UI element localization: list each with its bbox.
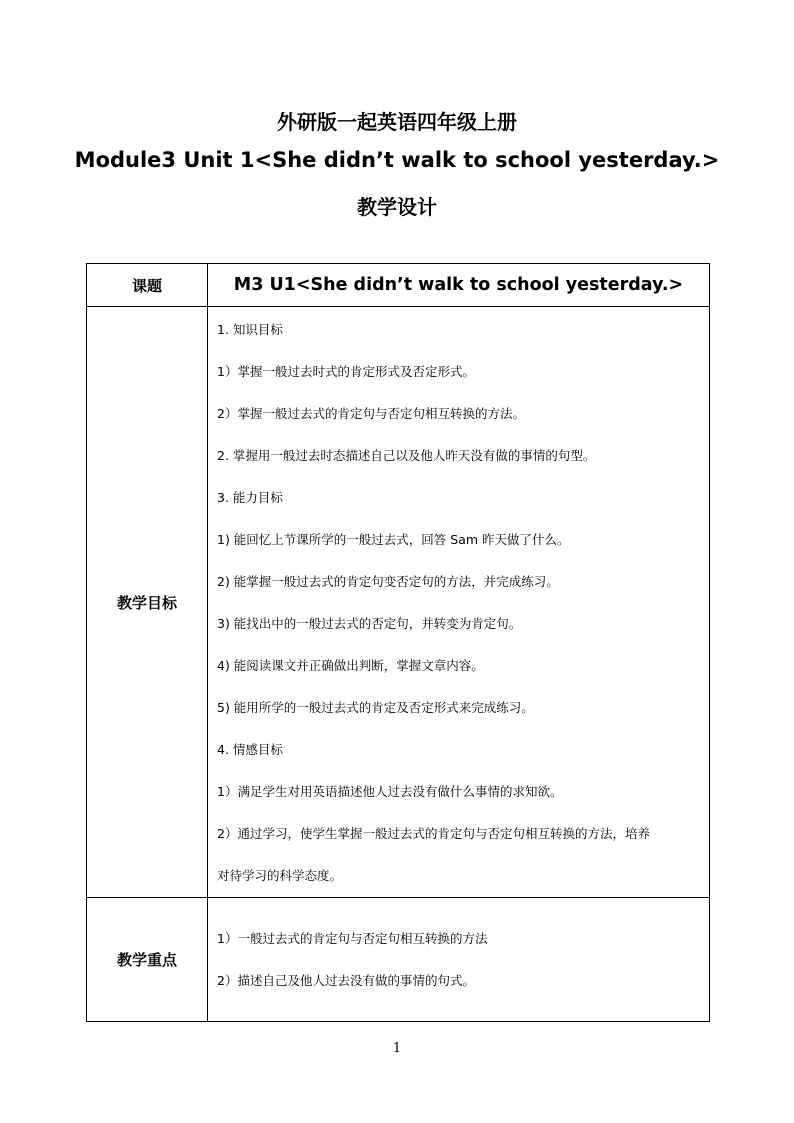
page-number: 1	[392, 1041, 402, 1056]
goals-line: 1. 知识目标	[217, 322, 283, 337]
document-title: 外研版一起英语四年级上册	[277, 110, 517, 134]
key-points-line: 2）描述自己及他人过去没有做的事情的句式。	[217, 972, 475, 988]
goals-list	[208, 307, 709, 897]
goals-line: 1）掌握一般过去时式的肯定形式及否定形式。	[217, 364, 475, 379]
goals-line: 3) 能找出中的一般过去式的否定句，并转变为肯定句。	[217, 616, 522, 631]
goals-line: 2）掌握一般过去式的肯定句与否定句相互转换的方法。	[217, 406, 525, 421]
goals-line: 5) 能用所学的一般过去式的肯定及否定形式来完成练习。	[217, 700, 534, 715]
document-subtitle: Module3 Unit 1<She didn’t walk to school yesterday.>	[74, 148, 720, 172]
topic-label: 课题	[87, 264, 208, 307]
goals-line: 1) 能回忆上节课所学的一般过去式，回答 Sam 昨天做了什么。	[217, 532, 570, 547]
goals-label: 教学目标	[87, 307, 208, 898]
lesson-plan-table	[86, 263, 710, 1022]
goals-line: 4) 能阅读课文并正确做出判断，掌握文章内容。	[217, 658, 484, 673]
key-points-list	[208, 918, 709, 1002]
table-row-key-points	[87, 898, 710, 1022]
topic-content: M3 U1<She didn’t walk to school yesterday.>	[208, 264, 710, 307]
goals-line: 3. 能力目标	[217, 490, 283, 505]
document-heading: 教学设计	[357, 195, 437, 219]
key-points-line: 1）一般过去式的肯定句与否定句相互转换的方法	[217, 930, 488, 946]
goals-line: 2）通过学习，使学生掌握一般过去式的肯定句与否定句相互转换的方法，培养	[217, 826, 650, 841]
goals-line: 2) 能掌握一般过去式的肯定句变否定句的方法，并完成练习。	[217, 574, 559, 589]
goals-line: 2. 掌握用一般过去时态描述自己以及他人昨天没有做的事情的句型。	[217, 448, 596, 463]
goals-line: 对待学习的科学态度。	[217, 868, 343, 883]
goals-cell	[208, 307, 710, 898]
key-points-label: 教学重点	[87, 898, 208, 1022]
goals-line: 1）满足学生对用英语描述他人过去没有做什么事情的求知欲。	[217, 784, 563, 799]
goals-line: 4. 情感目标	[217, 742, 283, 757]
key-points-cell	[208, 898, 710, 1022]
table-row-topic	[87, 264, 710, 307]
table-row-goals	[87, 307, 710, 898]
